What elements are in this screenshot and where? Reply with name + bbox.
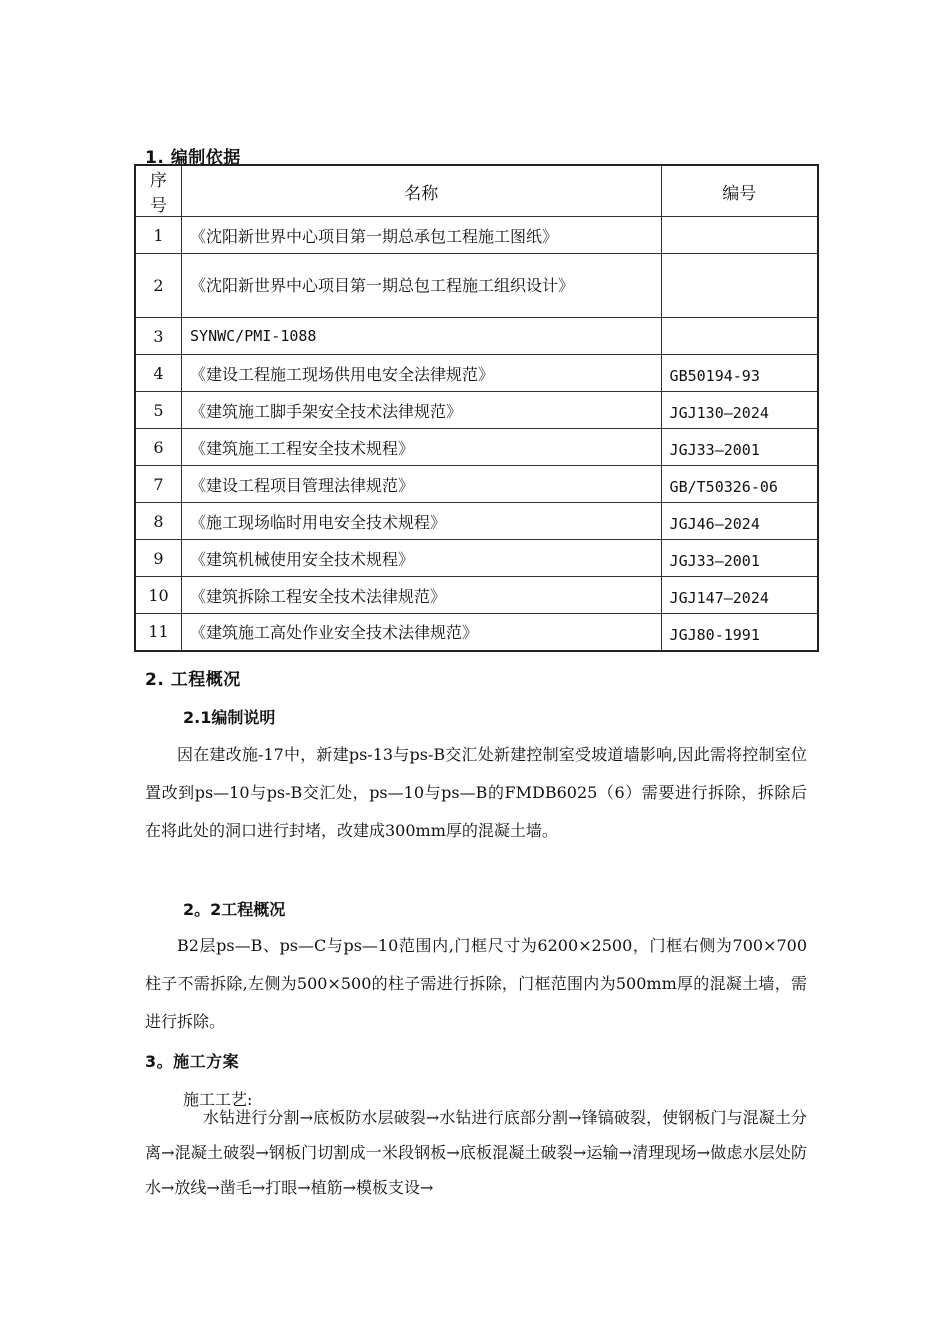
row-code: JGJ130—2024 [661, 392, 818, 429]
row-code: JGJ46—2024 [661, 503, 818, 540]
row-name: 《建筑机械使用安全技术规程》 [182, 540, 662, 577]
table-row [135, 318, 818, 355]
row-no: 9 [135, 540, 182, 577]
row-no: 10 [135, 577, 182, 614]
table-row [135, 355, 818, 392]
row-name: 《沈阳新世界中心项目第一期总包工程施工组织设计》 [182, 254, 662, 318]
table-row [135, 577, 818, 614]
row-name: 《建筑施工工程安全技术规程》 [182, 429, 662, 466]
row-no: 1 [135, 217, 182, 254]
table-row [135, 614, 818, 651]
subsection-2-2-heading: 2。2工程概况 [183, 900, 286, 919]
row-no: 11 [135, 614, 182, 651]
table-row [135, 503, 818, 540]
row-code: GB/T50326-06 [661, 466, 818, 503]
table-row [135, 254, 818, 318]
table-row [135, 466, 818, 503]
row-name: 《建筑施工高处作业安全技术法律规范》 [182, 614, 662, 651]
row-no: 2 [135, 254, 182, 318]
row-name: 《沈阳新世界中心项目第一期总承包工程施工图纸》 [182, 217, 662, 254]
row-name: 《建设工程项目管理法律规范》 [182, 466, 662, 503]
row-no: 7 [135, 466, 182, 503]
row-code: GB50194-93 [661, 355, 818, 392]
row-code [661, 254, 818, 318]
process-label: 施工工艺: [183, 1090, 253, 1109]
header-seq: 序号 [135, 165, 182, 217]
row-no: 8 [135, 503, 182, 540]
row-name: SYNWC/PMI-1088 [182, 318, 662, 355]
row-no: 5 [135, 392, 182, 429]
process-text: 水钻进行分割→底板防水层破裂→水钻进行底部分割→锋镐破裂，使钢板门与混凝土分离→混凝土破裂→钢板门切割成一米段钢板→底板混凝土破裂→运输→清理现场→做虑水层处防水→放线→凿毛→打眼→植筋→模板支设→ [145, 1108, 807, 1197]
row-no: 6 [135, 429, 182, 466]
row-name: 《建设工程施工现场供用电安全法律规范》 [182, 355, 662, 392]
header-code: 编号 [661, 165, 818, 217]
table-row [135, 217, 818, 254]
header-name: 名称 [182, 165, 662, 217]
basis-table [134, 164, 819, 652]
row-no: 4 [135, 355, 182, 392]
table-row [135, 429, 818, 466]
row-name: 《建筑施工脚手架安全技术法律规范》 [182, 392, 662, 429]
row-code: JGJ147—2024 [661, 577, 818, 614]
table-row [135, 392, 818, 429]
section2-heading: 2. 工程概况 [145, 670, 241, 690]
row-no: 3 [135, 318, 182, 355]
row-code [661, 217, 818, 254]
subsection-2-1-text: 因在建改施-17中，新建ps-13与ps-B交汇处新建控制室受坡道墙影响,因此需将控制室位置改到ps—10与ps-B交汇处，ps—10与ps—B的FMDB6025（6）需要进行拆除，拆除后在将此处的洞口进行封堵，改建成300mm厚的混凝土墙。 [145, 745, 807, 840]
row-name: 《建筑拆除工程安全技术法律规范》 [182, 577, 662, 614]
section3-heading: 3。施工方案 [145, 1052, 240, 1071]
subsection-2-2-text: B2层ps—B、ps—C与ps—10范围内,门框尺寸为6200×2500，门框右侧为700×700柱子不需拆除,左侧为500×500的柱子需进行拆除，门框范围内为500mm厚的混凝土墙，需进行拆除。 [145, 936, 807, 1031]
table-row [135, 540, 818, 577]
row-code: JGJ33—2001 [661, 429, 818, 466]
table-header-row [135, 165, 818, 217]
subsection-2-1-heading: 2.1编制说明 [183, 708, 276, 727]
row-code [661, 318, 818, 355]
row-name: 《施工现场临时用电安全技术规程》 [182, 503, 662, 540]
row-code: JGJ33—2001 [661, 540, 818, 577]
row-code: JGJ80-1991 [661, 614, 818, 651]
section1-heading: 1. 编制依据 [145, 148, 241, 168]
